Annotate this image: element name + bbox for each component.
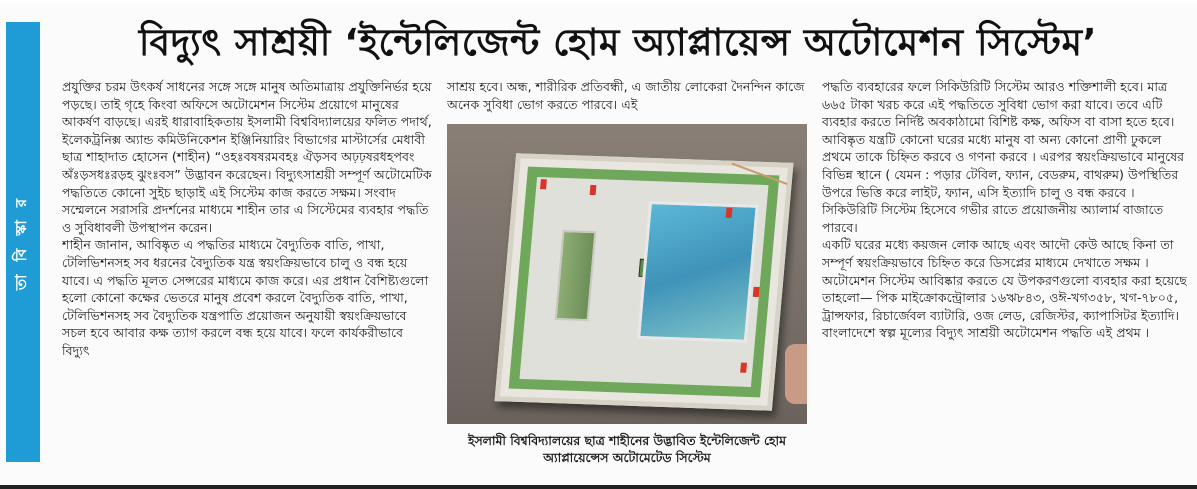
article-paragraph: সাশ্রয় হবে। অন্ধ, শারীরিক প্রতিবন্ধী, এ জাতীয় লোকেরা দৈনন্দিন কাজে অনেক সুবিধা ভোগ করতে পারবে। এই — [447, 79, 805, 112]
red-component — [740, 363, 747, 373]
headline: বিদ্যুৎ সাশ্রয়ী ‘ইন্টেলিজেন্ট হোম অ্যাপ্লায়েন্স অটোমেশন সিস্টেম’ — [138, 21, 1098, 64]
red-component — [590, 185, 597, 195]
article-column-3 — [822, 78, 1187, 480]
red-component — [753, 287, 760, 297]
article-column-2 — [447, 78, 807, 118]
device-photo — [447, 124, 807, 424]
red-component — [540, 179, 547, 189]
red-component — [726, 208, 733, 218]
photo-caption: ইসলামী বিশ্ববিদ্যালয়ের ছাত্র শাহীনের উদ্ভাবিত ইন্টেলিজেন্ট হোম অ্যাপ্লায়েন্সেস অটোমেটেড সিস্টেম — [468, 433, 786, 465]
hand — [785, 344, 807, 404]
display-panel — [637, 201, 759, 343]
article-paragraph: আবিষ্কৃত যন্ত্রটি কোনো ঘরের মধ্যে মানুষ বা অন্য কোনো প্রাণী ঢুকলে প্রথমে তাকে চিহ্নিত করবে ও গণনা করবে । এরপর স্বয়ংক্রিয়ভাবে মানুষের বিভিন্ন স্থানে ( যেমন : পড়ার টেবিল, ফ্যান, বেডরুম, বাথরুম) উপস্থিতির উপরে ভিত্তি করে লাইট, ফ্যান, এসি ইত্যাদি চালু ও বন্ধ করবে । সিকিউরিটি সিস্টেম হিসেবে গভীর রাতে প্রয়োজনীয় অ্যালার্ম বাজাতে পারবে। — [822, 131, 1185, 235]
article-paragraph: একটি ঘরের মধ্যে কয়জন লোক আছে এবং আদৌ কেউ আছে কিনা তা সম্পূর্ণ স্বয়ংক্রিয়ভাবে চিহ্নিত করে ডিসপ্লের মাধ্যমে দেখাতে সক্ষম । — [822, 237, 1174, 270]
section-label-text: তা বি স্কা র — [12, 194, 31, 290]
device-board — [495, 153, 794, 411]
article-paragraph: পদ্ধতি ব্যবহারের ফলে সিকিউরিটি সিস্টেম আরও শক্তিশালী হবে। মাত্র ৬৬৫ টাকা খরচ করে এই পদ্ধতিতে সুবিধা ভোগ করা যাবে। তবে এটি ব্যবহার করতে নির্দিষ্ট অবকাঠামো বিশিষ্ট কক্ষ, অফিস বা বাসা হতে হবে। — [822, 79, 1175, 130]
top-rule — [0, 0, 1197, 3]
article-paragraph: প্রযুক্তির চরম উৎকর্ষ সাধনের সঙ্গে সঙ্গে মানুষ অতিমাত্রায় প্রযুক্তিনির্ভর হয়ে পড়ছে। তাই গৃহে কিংবা অফিসে অটোমেশন সিস্টেম প্রয়োগে মানুষের আকর্ষণ বাড়ছে। এরই ধারাবাহিকতায় ইসলামী বিশ্ববিদ্যালয়ের ফলিত পদার্থ, ইলেকট্রনিক্স অ্যান্ড কমিউনিকেশন ইঞ্জিনিয়ারিং বিভাগের মাস্টার্সের মেধাবী ছাত্র শাহাদাত হোসেন (শাহীন) “ওহঃবষষরমবহঃ ঐড়সব অঢ়ঢ়ষরধহপবং অঁঃড়সধঃরড়হ ঝুংঃবস” উদ্ভাবন করেছেন। বিদ্যুৎসাশ্রয়ী সম্পূর্ণ অটোমেটিক পদ্ধতিতে কোনো সুইচ ছাড়াই এই সিস্টেম কাজ করতে সক্ষম। সংবাদ সম্মেলনে সরাসরি প্রদর্শনের মাধ্যমে শাহীন তার এ সিস্টেমের ব্যবহার পদ্ধতি ও সুবিধাবলী উপস্থাপন করেন। — [62, 79, 432, 235]
section-label — [6, 22, 40, 462]
article-paragraph: অটোমেশন সিস্টেম আবিষ্কার করতে যে উপকরণগুলো ব্যবহার করা হয়েছে তাহলো— পিক মাইক্রোকন্ট্রোলার ১৬ঋ৮৪৩, ওঈ-খগ৩৫৮, খগ-৭৮০৫, ট্রান্সফার, রিচার্জেবল ব্যাটারি, ওজ লেড, রেজিস্টর, ক্যাপাসিটর ইত্যাদি। বাংলাদেশে স্বল্প মূল্যের বিদ্যুৎ সাশ্রয়ী অটোমেশন পদ্ধতি এই প্রথম । — [822, 272, 1187, 341]
bottom-rule — [0, 485, 1197, 489]
article-column-1 — [62, 78, 432, 480]
article-paragraph: শাহীন জানান, আবিষ্কৃত এ পদ্ধতির মাধ্যমে বৈদ্যুতিক বাতি, পাখা, টেলিভিশনসহ সব ধরনের বৈদ্যুতিক যন্ত্র স্বয়ংক্রিয়ভাবে চালু ও বন্ধ হয়ে যাবে। এ পদ্ধতি মূলত সেন্সরের মাধ্যমে কাজ করে। এর প্রধান বৈশিষ্ট্যগুলো হলো কোনো কক্ষের ভেতরে মানুষ প্রবেশ করলে বৈদ্যুতিক বাতি, পাখা, টেলিভিশনসহ সব বৈদ্যুতিক যন্ত্রপাতি প্রয়োজন অনুযায়ী স্বয়ংক্রিয়ভাবে সচল হবে আবার কক্ষ ত্যাগ করলে বন্ধ হয়ে যাবে। ফলে কার্যকরীভাবে বিদ্যুৎ — [62, 237, 429, 358]
